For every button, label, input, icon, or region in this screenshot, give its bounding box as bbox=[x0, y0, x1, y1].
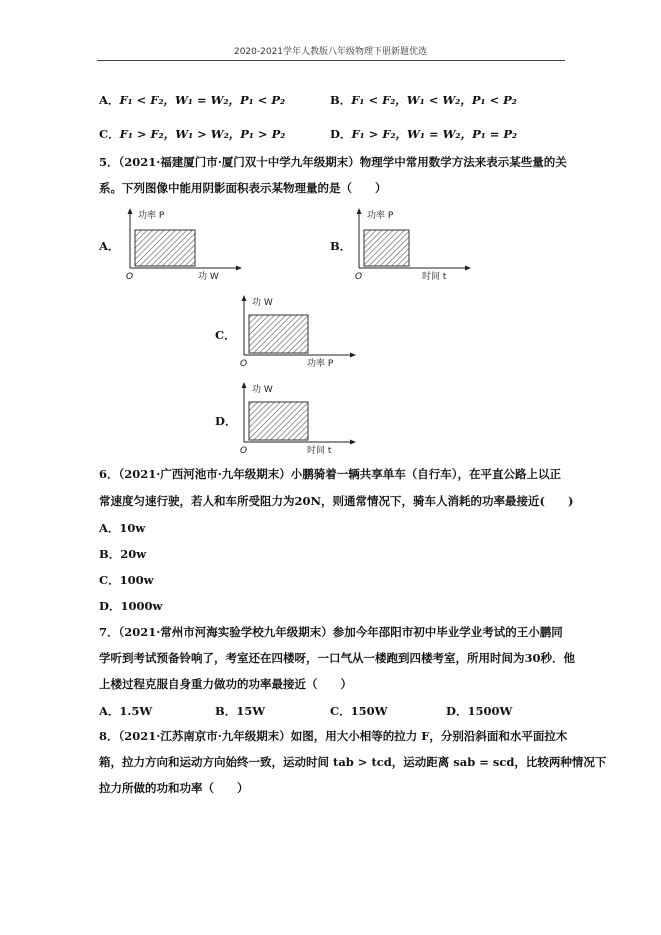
q5-graph-b[interactable] bbox=[347, 208, 477, 283]
q8-text-line1: 8．（2021·江苏南京市·九年级期末）如图，用大小相等的拉力 F，分别沿斜面和水平面拉木 bbox=[99, 729, 568, 743]
q7-option-b[interactable]: B．15W bbox=[215, 704, 266, 718]
q5-option-d-letter[interactable]: D． bbox=[215, 414, 237, 428]
origin-label: O bbox=[240, 359, 248, 369]
origin-label: O bbox=[355, 272, 363, 282]
shaded-area bbox=[249, 402, 308, 440]
q6-option-b[interactable]: B．20w bbox=[99, 547, 147, 561]
q5-option-c-letter[interactable]: C． bbox=[215, 328, 236, 342]
q5-graph-c[interactable] bbox=[232, 295, 362, 370]
y-axis-label: 功 W bbox=[252, 298, 273, 308]
x-axis-label: 时间 t bbox=[422, 272, 447, 282]
q4-option-a[interactable]: A．F₁ < F₂，W₁ = W₂，P₁ < P₂ bbox=[99, 93, 286, 107]
y-axis-label: 功 W bbox=[252, 385, 273, 395]
q5-graph-d[interactable] bbox=[232, 382, 362, 457]
q5-graph-a[interactable] bbox=[118, 208, 248, 283]
q8-text-line3: 拉力所做的功和功率（ ） bbox=[99, 781, 249, 795]
q6-text-line2: 常速度匀速行驶，若人和车所受阻力为20N，则通常情况下，骑车人消耗的功率最接近( ) bbox=[99, 494, 574, 508]
x-axis-label: 功率 P bbox=[307, 359, 334, 369]
q6-option-c[interactable]: C．100w bbox=[99, 573, 154, 587]
q7-text-line1: 7．（2021·常州市河海实验学校九年级期末）参加今年邵阳市初中毕业学业考试的王小鹏同 bbox=[99, 625, 563, 639]
q8-text-line2: 箱，拉力方向和运动方向始终一致，运动时间 tab > tcd，运动距离 sab = scd，比较两种情况下 bbox=[99, 755, 607, 769]
q6-option-a[interactable]: A．10w bbox=[99, 521, 146, 535]
x-axis-label: 功 W bbox=[198, 272, 219, 282]
q7-text-line3: 上楼过程克服自身重力做功的功率最接近（ ） bbox=[99, 677, 352, 691]
q5-option-b-letter[interactable]: B． bbox=[330, 239, 352, 253]
shaded-area bbox=[364, 230, 409, 266]
q7-option-c[interactable]: C．150W bbox=[330, 704, 388, 718]
q4-option-d[interactable]: D．F₁ > F₂，W₁ = W₂，P₁ = P₂ bbox=[330, 127, 518, 141]
q5-text-line1: 5．（2021·福建厦门市·厦门双十中学九年级期末）物理学中常用数学方法来表示某些量的关 bbox=[99, 155, 567, 169]
q7-option-a[interactable]: A．1.5W bbox=[99, 704, 153, 718]
q7-option-d[interactable]: D．1500W bbox=[446, 704, 513, 718]
q6-text-line1: 6．（2021·广西河池市·九年级期末）小鹏骑着一辆共享单车（自行车），在平直公路上以正 bbox=[99, 467, 562, 481]
y-axis-label: 功率 P bbox=[138, 211, 165, 221]
q5-option-a-letter[interactable]: A． bbox=[99, 239, 120, 253]
origin-label: O bbox=[240, 446, 248, 456]
q4-option-b[interactable]: B．F₁ < F₂，W₁ < W₂，P₁ < P₂ bbox=[330, 93, 517, 107]
q6-option-d[interactable]: D．1000w bbox=[99, 599, 163, 613]
x-axis-label: 时间 t bbox=[307, 446, 332, 456]
y-axis-label: 功率 P bbox=[367, 211, 394, 221]
q7-text-line2: 学听到考试预备铃响了，考室还在四楼呀，一口气从一楼跑到四楼考室，所用时间为30秒．他 bbox=[99, 651, 575, 665]
header-rule bbox=[97, 60, 565, 61]
q5-text-line2: 系。下列图像中能用阴影面积表示某物理量的是（ ） bbox=[99, 181, 387, 195]
shaded-area bbox=[135, 230, 195, 266]
origin-label: O bbox=[126, 272, 134, 282]
q4-option-c[interactable]: C．F₁ > F₂，W₁ > W₂，P₁ > P₂ bbox=[99, 127, 286, 141]
shaded-area bbox=[249, 315, 308, 353]
page-header: 2020-2021学年人教版八年级物理下册新题优选 bbox=[233, 47, 428, 57]
